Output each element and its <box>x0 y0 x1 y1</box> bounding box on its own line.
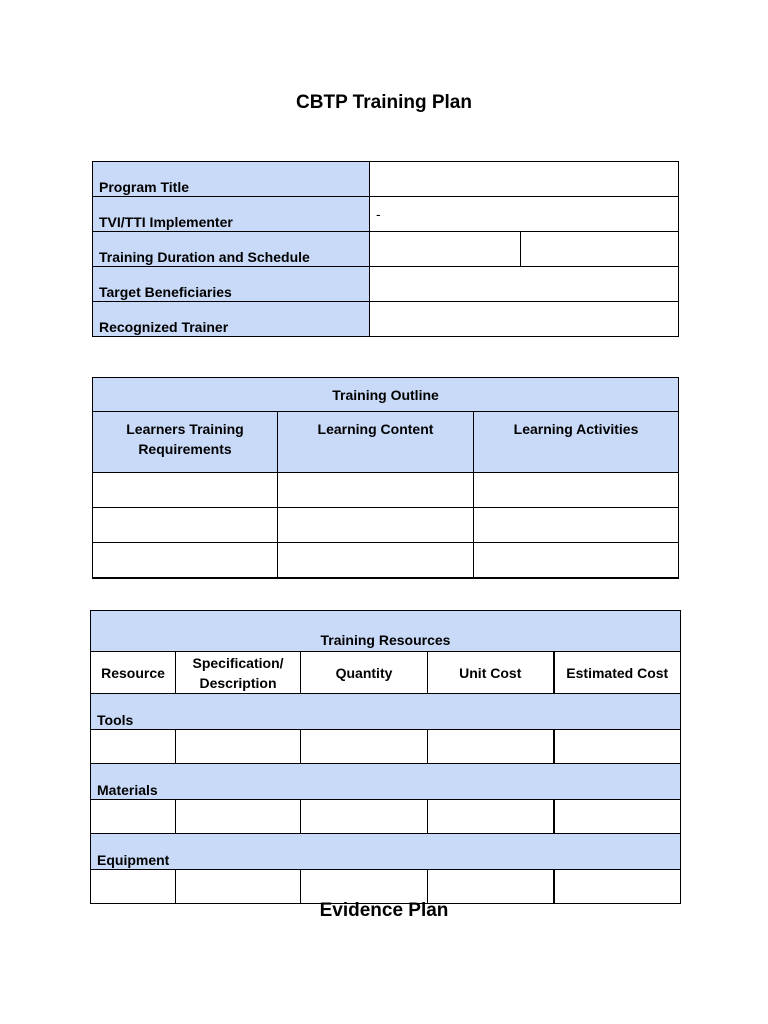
group-label-tools: Tools <box>91 694 681 730</box>
table-cell[interactable] <box>176 870 301 904</box>
page-title: CBTP Training Plan <box>296 92 472 113</box>
group-row-tools <box>91 694 681 730</box>
table-cell[interactable] <box>554 730 681 764</box>
table-row <box>93 543 679 579</box>
table-cell[interactable] <box>278 543 474 579</box>
schedule-value[interactable] <box>521 232 679 267</box>
column-header-learning-content: Learning Content <box>278 412 474 473</box>
program-info-table <box>92 161 679 337</box>
table-cell[interactable] <box>474 473 679 508</box>
table-row <box>91 800 681 834</box>
table-cell[interactable] <box>91 800 176 834</box>
table-cell[interactable] <box>428 870 554 904</box>
training-resources-table <box>90 610 681 904</box>
group-label-materials: Materials <box>91 764 681 800</box>
table-row <box>91 870 681 904</box>
duration-value[interactable] <box>370 232 521 267</box>
table-cell[interactable] <box>93 473 278 508</box>
trainer-label: Recognized Trainer <box>93 302 370 337</box>
program-title-row <box>93 162 679 197</box>
table-cell[interactable] <box>278 508 474 543</box>
column-header-resource: Resource <box>91 652 176 694</box>
beneficiaries-row <box>93 267 679 302</box>
group-row-equipment <box>91 834 681 870</box>
column-header-quantity: Quantity <box>301 652 428 694</box>
column-header-learning-activities: Learning Activities <box>474 412 679 473</box>
table-row <box>93 508 679 543</box>
duration-row <box>93 232 679 267</box>
table-cell[interactable] <box>554 800 681 834</box>
beneficiaries-label: Target Beneficiaries <box>93 267 370 302</box>
table-cell[interactable] <box>93 508 278 543</box>
group-row-materials <box>91 764 681 800</box>
program-title-label: Program Title <box>93 162 370 197</box>
table-cell[interactable] <box>278 473 474 508</box>
column-header-learners-requirements: Learners Training Requirements <box>93 412 278 473</box>
group-label-equipment: Equipment <box>91 834 681 870</box>
table-cell[interactable] <box>91 730 176 764</box>
program-title-value[interactable] <box>370 162 679 197</box>
column-header-specification: Specification/ Description <box>176 652 301 694</box>
trainer-value[interactable] <box>370 302 679 337</box>
table-cell[interactable] <box>176 730 301 764</box>
evidence-plan-title: Evidence Plan <box>319 900 449 921</box>
table-cell[interactable] <box>91 870 176 904</box>
table-cell[interactable] <box>93 543 278 579</box>
table-cell[interactable] <box>176 800 301 834</box>
implementer-row <box>93 197 679 232</box>
resources-title: Training Resources <box>91 611 681 652</box>
table-cell[interactable] <box>301 870 428 904</box>
duration-label: Training Duration and Schedule <box>93 232 370 267</box>
table-cell[interactable] <box>474 543 679 579</box>
resources-header-row <box>91 652 681 694</box>
table-row <box>91 730 681 764</box>
training-outline-table <box>92 377 679 579</box>
column-header-estimated-cost: Estimated Cost <box>554 652 681 694</box>
outline-title: Training Outline <box>93 378 679 412</box>
table-cell[interactable] <box>428 730 554 764</box>
table-cell[interactable] <box>428 800 554 834</box>
table-cell[interactable] <box>301 800 428 834</box>
column-header-unit-cost: Unit Cost <box>428 652 554 694</box>
implementer-label: TVI/TTI Implementer <box>93 197 370 232</box>
table-cell[interactable] <box>474 508 679 543</box>
beneficiaries-value[interactable] <box>370 267 679 302</box>
table-cell[interactable] <box>301 730 428 764</box>
outline-header-row <box>93 412 679 473</box>
resources-title-row <box>91 611 681 652</box>
implementer-value[interactable]: - <box>370 197 679 232</box>
trainer-row <box>93 302 679 337</box>
table-row <box>93 473 679 508</box>
table-cell[interactable] <box>554 870 681 904</box>
outline-title-row <box>93 378 679 412</box>
